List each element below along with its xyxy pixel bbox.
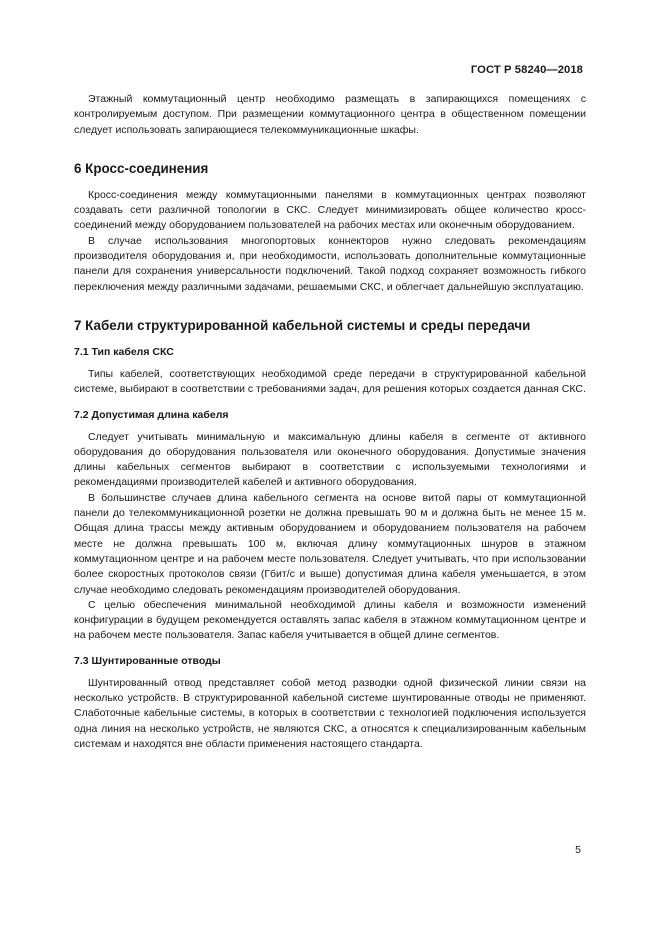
page-number: 5 — [575, 844, 581, 856]
subsection-7-1-paragraph: Типы кабелей, соответствующих необходимой среде передачи в структурированной кабельной системе, выбирают в соответствии с требованиями задач, для решения которых создается данная СКС. — [74, 367, 586, 396]
subsection-7-2-paragraph-1: Следует учитывать минимальную и максимальную длины кабеля в сегменте от активного оборудования до оборудования пользователя или оконечного оборудования. Допустимые значения длины кабельных сегментов выбирают в соответствии с используемыми технологиями и рекомендациями производителей кабелей и активного оборудования. — [74, 430, 586, 489]
document-body — [74, 92, 586, 752]
document-code: ГОСТ Р 58240—2018 — [470, 64, 583, 76]
section-6-heading: 6 Кросс-соединения — [74, 160, 209, 176]
subsection-7-3-heading: 7.3 Шунтированные отводы — [74, 654, 221, 667]
subsection-7-2-heading: 7.2 Допустимая длина кабеля — [74, 408, 229, 421]
subsection-7-3-paragraph: Шунтированный отвод представляет собой метод разводки одной физической линии связи на несколько устройств. В структурированной кабельной системе шунтированные отводы не применяют. Слаботочные кабельные системы, в которых в соответствии с технологией подключения используется одна линия на несколько устройств, не являются СКС, а относятся к специализированным кабельным системам и находятся вне области применения настоящего стандарта. — [74, 676, 586, 750]
subsection-7-2-paragraph-2: В большинстве случаев длина кабельного сегмента на основе витой пары от коммутационной панели до телекоммуникационной розетки не должна превышать 90 м и должна быть не менее 15 м. Общая длина трассы между активным оборудованием и оборудованием пользователя на рабочем месте не должна превышать 100 м, включая длину коммутационных шнуров в этажном коммутационном центре и на рабочем месте пользователя. Следует учитывать, что при использовании более скоростных протоколов связи (Гбит/с и выше) допустимая длина кабеля уменьшается, в этом случае необходимо следовать рекомендациям производителей оборудования. — [74, 491, 586, 596]
subsection-7-2-paragraph-3: С целью обеспечения минимальной необходимой длины кабеля и возможности изменений конфигурации в будущем рекомендуется оставлять запас кабеля в этажном коммутационном центре и на рабочем месте пользователя. Запас кабеля учитывается в общей длине сегментов. — [74, 598, 586, 642]
section-6-paragraph-2: В случае использования многопортовых коннекторов нужно следовать рекомендациям производителя оборудования и, при необходимости, использовать дополнительные коммутационные панели для сохранения универсальности подключений. Такой подход сохраняет возможность гибкого переключения между различными задачами, решаемыми СКС, и облегчает дальнейшую эксплуатацию. — [74, 234, 586, 293]
subsection-7-1-heading: 7.1 Тип кабеля СКС — [74, 345, 174, 358]
section-6-paragraph-1: Кросс-соединения между коммутационными панелями в коммутационных центрах позволяют создавать сети различной топологии в СКС. Следует минимизировать общее количество кросс-соединений между оборудованием пользователей на рабочих местах или оконечным оборудованием. — [74, 188, 586, 232]
intro-paragraph: Этажный коммутационный центр необходимо размещать в запирающихся помещениях с контролируемым доступом. При размещении коммутационного центра в общественном помещении следует использовать запирающиеся телекоммуникационные шкафы. — [74, 93, 586, 136]
section-7-heading: 7 Кабели структурированной кабельной системы и среды передачи — [74, 317, 531, 333]
